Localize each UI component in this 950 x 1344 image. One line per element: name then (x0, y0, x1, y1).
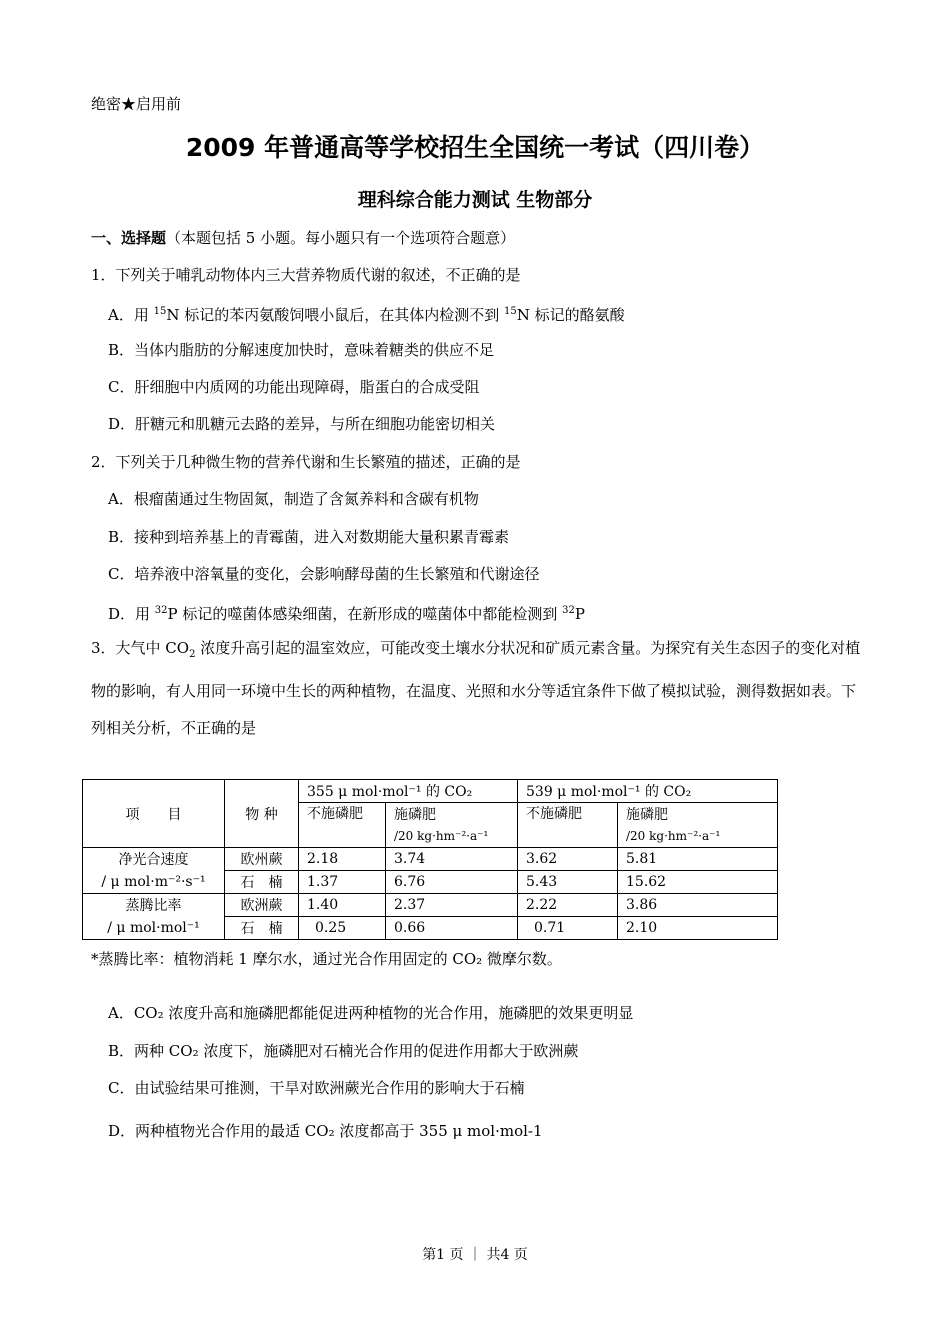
header-species: 物 种 (225, 780, 299, 848)
value-cell: 3.74 (386, 848, 518, 871)
species-cell: 欧州蕨 (225, 848, 299, 871)
value-cell: 0.71 (518, 917, 618, 940)
value-cell: 3.62 (518, 848, 618, 871)
header-phosphate-355: 施磷肥 (386, 803, 518, 826)
table-row (83, 917, 778, 940)
value-cell: 2.37 (386, 894, 518, 917)
species-cell: 石 楠 (225, 871, 299, 894)
table-row (83, 894, 778, 917)
question-3-stem: 3．大气中 $CO_2$ 浓度升高引起的温室效应，可能改变土壤水分状况和矿质元素含量。为探究有关生态因子的变化对植物的影响，有人用同一环境中生长的两种植物，在温度、光照和水分等适宜条件下做了模拟试验，测得数据如表。下列相关分析，不正确的是 (91, 639, 861, 737)
value-cell: 0.25 (299, 917, 386, 940)
question-2-option-a: A．根瘤菌通过生物固氮，制造了含氮养料和含碳有机物 (108, 490, 479, 508)
question-2-option-c: C．培养液中溶氧量的变化，会影响酵母菌的生长繁殖和代谢途径 (108, 565, 540, 583)
confidential-mark: 绝密★启用前 (91, 95, 182, 113)
section-label: 一、选择题 (91, 229, 167, 247)
value-cell: 3.86 (618, 894, 778, 917)
header-phosphate-unit-355: /20 kg·hm⁻²·a⁻¹ (386, 825, 518, 848)
question-3-option-b: B．两种 CO₂ 浓度下，施磷肥对石楠光合作用的促进作用都大于欧洲蕨 (108, 1042, 579, 1060)
experiment-data-table (82, 779, 778, 940)
value-cell: 5.81 (618, 848, 778, 871)
section-heading (91, 228, 515, 248)
header-co2-539: 539 μ mol·mol⁻¹ 的 CO₂ (518, 780, 778, 803)
header-item: 项 目 (83, 780, 225, 848)
table-row (83, 848, 778, 871)
question-2-option-d: D．用 $^{32}$P 标记的噬菌体感染细菌，在新形成的噬菌体中都能检测到 $^{32}$P (108, 605, 585, 623)
question-3-option-a: A．CO₂ 浓度升高和施磷肥都能促进两种植物的光合作用，施磷肥的效果更明显 (108, 1004, 634, 1022)
header-no-phosphate-355: 不施磷肥 (299, 803, 386, 848)
value-cell: 6.76 (386, 871, 518, 894)
row-label: 蒸腾比率 (83, 894, 225, 917)
question-1-option-d: D．肝糖元和肌糖元去路的差异，与所在细胞功能密切相关 (108, 415, 496, 433)
value-cell: 2.18 (299, 848, 386, 871)
question-3-option-c: C．由试验结果可推测，干旱对欧洲蕨光合作用的影响大于石楠 (108, 1079, 525, 1097)
question-1-stem: 1．下列关于哺乳动物体内三大营养物质代谢的叙述，不正确的是 (91, 266, 521, 284)
value-cell: 1.40 (299, 894, 386, 917)
header-no-phosphate-539: 不施磷肥 (518, 803, 618, 848)
question-1-option-b: B．当体内脂肪的分解速度加快时，意味着糖类的供应不足 (108, 341, 495, 359)
table-row (83, 871, 778, 894)
header-phosphate-unit-539: /20 kg·hm⁻²·a⁻¹ (618, 825, 778, 848)
row-unit: / μ mol·m⁻²·s⁻¹ (83, 871, 225, 894)
page-subtitle: 理科综合能力测试 生物部分 (357, 189, 593, 211)
page-footer: 第1 页 ｜ 共4 页 (422, 1247, 528, 1263)
value-cell: 2.22 (518, 894, 618, 917)
question-1-option-c: C．肝细胞中内质网的功能出现障碍，脂蛋白的合成受阻 (108, 378, 480, 396)
question-1-option-a: A．用 $^{15}$N 标记的苯丙氨酸饲喂小鼠后，在其体内检测不到 $^{15}$N 标记的酪氨酸 (108, 306, 625, 324)
species-cell: 欧洲蕨 (225, 894, 299, 917)
row-label: 净光合速度 (83, 848, 225, 871)
section-desc: （本题包括 5 小题。每小题只有一个选项符合题意） (166, 229, 516, 247)
value-cell: 5.43 (518, 871, 618, 894)
header-co2-355: 355 μ mol·mol⁻¹ 的 CO₂ (299, 780, 518, 803)
row-unit: / μ mol·mol⁻¹ (83, 917, 225, 940)
header-phosphate-539: 施磷肥 (618, 803, 778, 826)
question-2-stem: 2．下列关于几种微生物的营养代谢和生长繁殖的描述，正确的是 (91, 453, 521, 471)
question-2-option-b: B．接种到培养基上的青霉菌，进入对数期能大量积累青霉素 (108, 528, 510, 546)
value-cell: 15.62 (618, 871, 778, 894)
value-cell: 2.10 (618, 917, 778, 940)
question-3-option-d: D．两种植物光合作用的最适 CO₂ 浓度都高于 355 μ mol·mol-1 (108, 1122, 543, 1140)
value-cell: 1.37 (299, 871, 386, 894)
table-footnote: *蒸腾比率：植物消耗 1 摩尔水，通过光合作用固定的 CO₂ 微摩尔数。 (91, 950, 562, 968)
page-title: 2009 年普通高等学校招生全国统一考试（四川卷） (185, 133, 765, 162)
species-cell: 石 楠 (225, 917, 299, 940)
value-cell: 0.66 (386, 917, 518, 940)
